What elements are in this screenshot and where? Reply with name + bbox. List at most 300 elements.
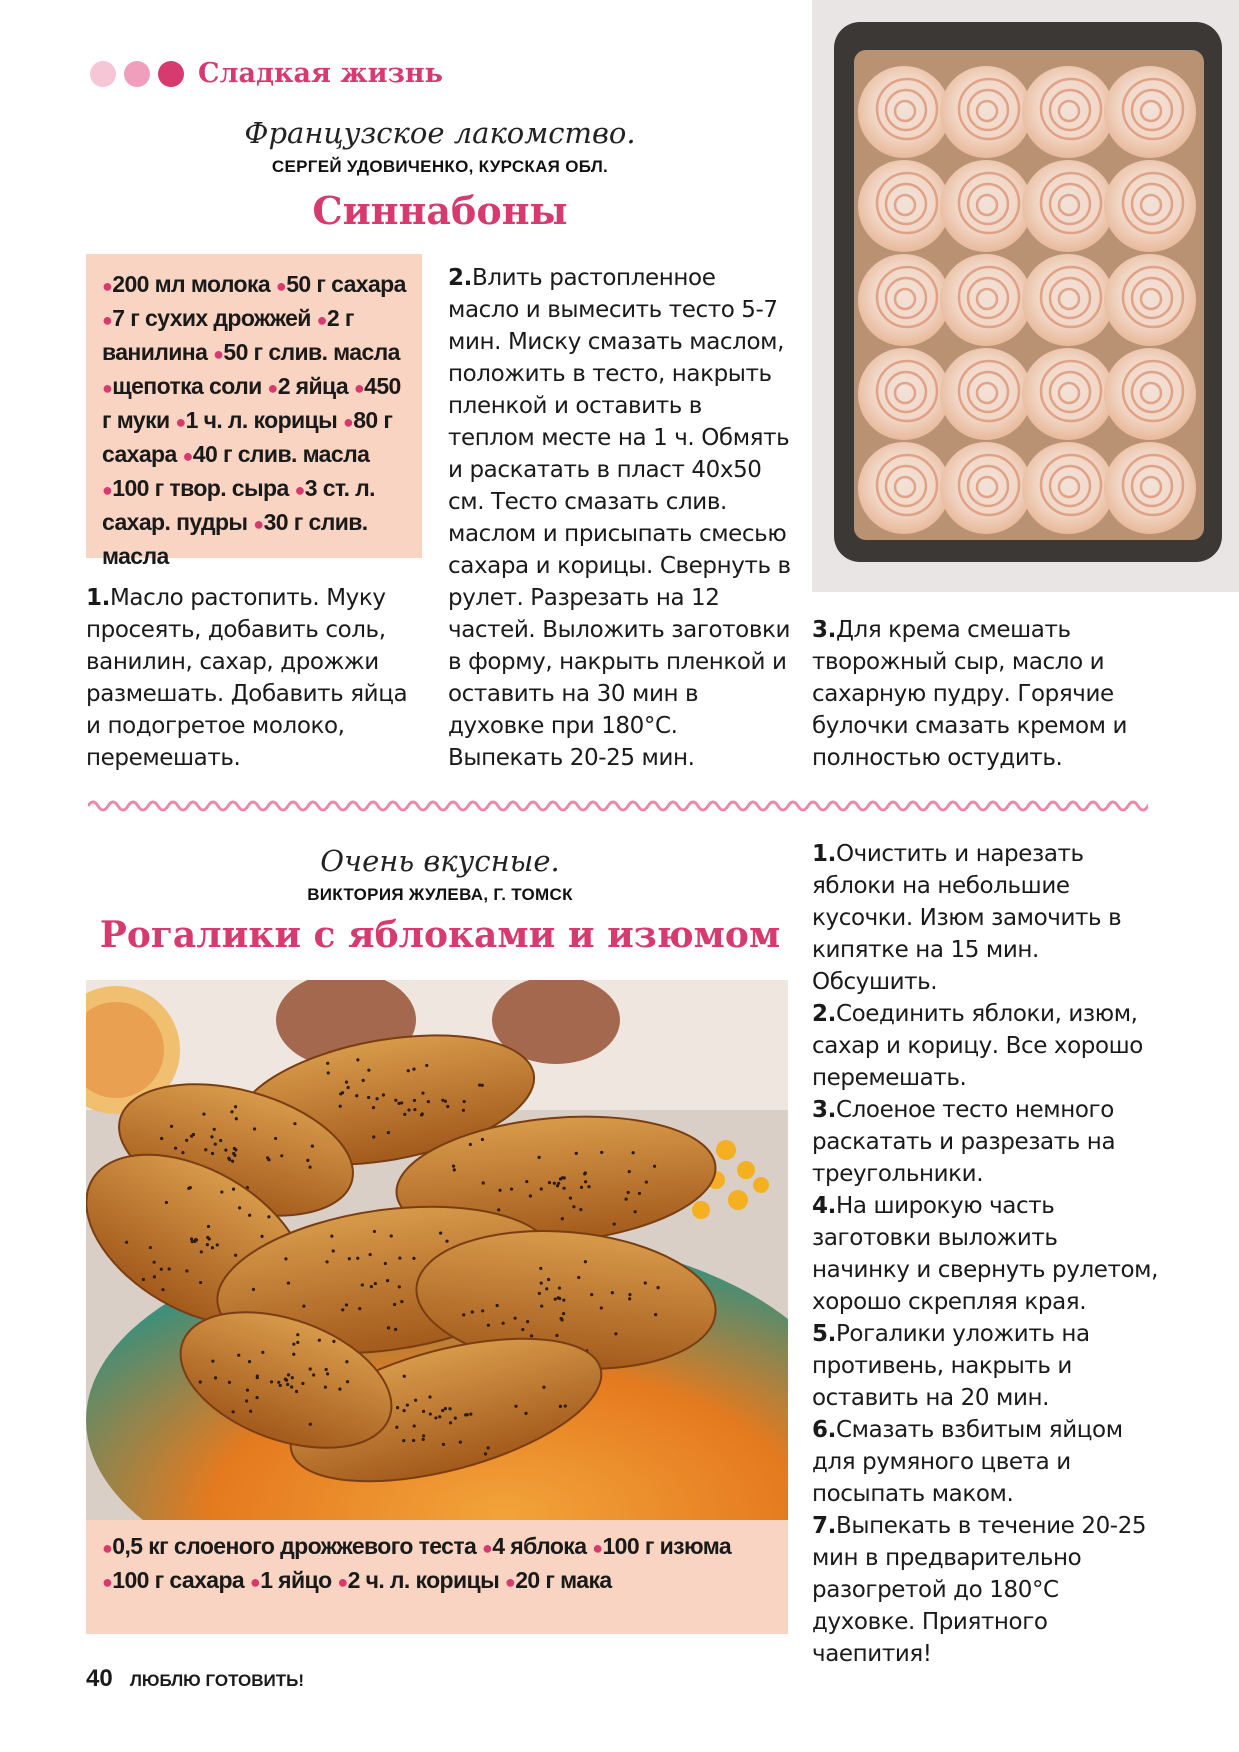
- poppy-seed: [326, 1372, 329, 1375]
- poppy-seed: [211, 1359, 214, 1362]
- poppy-seed: [228, 1381, 231, 1384]
- magazine-name: ЛЮБЛЮ ГОТОВИТЬ!: [130, 1671, 305, 1690]
- page-number: 40: [86, 1665, 113, 1692]
- poppy-seed: [248, 1214, 251, 1217]
- poppy-seed: [625, 1198, 628, 1201]
- poppy-seed: [530, 1334, 533, 1337]
- poppy-seed: [233, 1147, 236, 1150]
- ingredient-item: 4 яблока: [492, 1533, 593, 1559]
- poppy-seed: [373, 1230, 376, 1233]
- poppy-seed: [397, 1102, 400, 1105]
- step-text: Выпекать в течение 20-25 мин в предварительно разогретой до 180°С духовке. Приятного чаепития!: [812, 1513, 1147, 1667]
- poppy-seed: [628, 1170, 631, 1173]
- poppy-seed: [394, 1328, 397, 1331]
- section-title: Сладкая жизнь: [198, 58, 443, 89]
- poppy-seed: [514, 1405, 517, 1408]
- poppy-seed: [553, 1182, 556, 1185]
- poppy-seed: [204, 1148, 207, 1151]
- poppy-seed: [207, 1225, 210, 1228]
- poppy-seed: [327, 1071, 330, 1074]
- poppy-seed: [600, 1306, 603, 1309]
- recipe1-ingredient-list: [102, 271, 406, 569]
- poppy-seed: [189, 1186, 192, 1189]
- poppy-seed: [439, 1231, 442, 1234]
- poppy-seed: [469, 1413, 472, 1416]
- recipe2-step-6: [812, 1414, 1160, 1510]
- poppy-seed: [524, 1412, 527, 1415]
- poppy-seed: [295, 1390, 298, 1393]
- bullet-icon: ●: [342, 412, 354, 432]
- poppy-seed: [149, 1246, 152, 1249]
- poppy-seed: [345, 1360, 348, 1363]
- poppy-seed: [235, 1117, 238, 1120]
- bullet-icon: ●: [102, 1572, 113, 1592]
- recipe2-step-3: [812, 1094, 1160, 1190]
- poppy-seed: [644, 1281, 647, 1284]
- poppy-seed: [287, 1281, 290, 1284]
- poppy-seed: [216, 1243, 219, 1246]
- poppy-seed: [580, 1186, 583, 1189]
- ingredient-item: 2 яйца: [277, 373, 354, 399]
- recipe1-title: Синнабоны: [312, 188, 568, 233]
- poppy-seed: [611, 1291, 614, 1294]
- poppy-seed: [434, 1416, 437, 1419]
- recipe2-title: Рогалики с яблоками и изюмом: [99, 914, 781, 956]
- poppy-seed: [441, 1409, 444, 1412]
- poppy-seed: [584, 1260, 587, 1263]
- poppy-seed: [361, 1283, 364, 1286]
- poppy-seed: [498, 1189, 501, 1192]
- poppy-seed: [211, 1152, 214, 1155]
- poppy-seed: [560, 1318, 563, 1321]
- poppy-seed: [400, 1300, 403, 1303]
- poppy-seed: [575, 1152, 578, 1155]
- poppy-seed: [232, 1188, 235, 1191]
- poppy-seed: [453, 1168, 456, 1171]
- bullet-icon: ●: [275, 276, 287, 296]
- poppy-seed: [237, 1354, 240, 1357]
- step-text: Соединить яблоки, изюм, сахар и корицу. Все хорошо перемешать.: [812, 1001, 1143, 1091]
- bullet-icon: ●: [353, 378, 365, 398]
- step-number: 3.: [812, 617, 836, 643]
- poppy-seed: [345, 1081, 348, 1084]
- poppy-seed: [284, 1257, 287, 1260]
- poppy-seed: [422, 1438, 425, 1441]
- bullet-icon: ●: [267, 378, 278, 398]
- poppy-seed: [428, 1395, 431, 1398]
- bullet-icon: ●: [253, 514, 264, 534]
- poppy-seed: [369, 1253, 372, 1256]
- cinnamon-rolls-image: [812, 0, 1239, 592]
- poppy-seed: [403, 1375, 406, 1378]
- poppy-seed: [355, 1094, 358, 1097]
- step-text: Очистить и нарезать яблоки на небольшие кусочки. Изюм замочить в кипятке на 15 мин. Обсушить.: [812, 841, 1122, 995]
- poppy-seed: [407, 1108, 410, 1111]
- poppy-seed: [481, 1309, 484, 1312]
- poppy-seed: [290, 1385, 293, 1388]
- poppy-seed: [438, 1415, 441, 1418]
- bullet-icon: ●: [102, 310, 113, 330]
- poppy-seed: [386, 1279, 389, 1282]
- poppy-seed: [232, 1410, 235, 1413]
- poppy-seed: [248, 1360, 251, 1363]
- poppy-seed: [526, 1320, 529, 1323]
- poppy-seed: [211, 1246, 214, 1249]
- poppy-seed: [514, 1317, 517, 1320]
- step-text: Рогалики уложить на противень, накрыть и оставить на 20 мин.: [812, 1321, 1090, 1411]
- poppy-seed: [413, 1108, 416, 1111]
- poppy-seed: [614, 1332, 617, 1335]
- poppy-seed: [555, 1334, 558, 1337]
- poppy-seed: [325, 1260, 328, 1263]
- poppy-seed: [540, 1187, 543, 1190]
- poppy-seed: [653, 1165, 656, 1168]
- poppy-seed: [448, 1407, 451, 1410]
- croissants-image: [86, 980, 788, 1520]
- poppy-seed: [358, 1307, 361, 1310]
- poppy-seed: [654, 1313, 657, 1316]
- poppy-seed: [482, 1181, 485, 1184]
- poppy-seed: [367, 1096, 370, 1099]
- poppy-seed: [292, 1353, 295, 1356]
- poppy-seed: [521, 1328, 524, 1331]
- ingredient-item: 100 г твор. сыра: [112, 475, 295, 501]
- poppy-seed: [413, 1099, 416, 1102]
- poppy-seed: [628, 1297, 631, 1300]
- poppy-seed: [277, 1381, 280, 1384]
- poppy-seed: [261, 1351, 264, 1354]
- poppy-seed: [563, 1176, 566, 1179]
- poppy-seed: [412, 1068, 415, 1071]
- poppy-seed: [548, 1181, 551, 1184]
- poppy-seed: [301, 1382, 304, 1385]
- ingredient-item: 40 г слив. масла: [192, 441, 370, 467]
- step-number: 1.: [812, 841, 836, 867]
- poppy-seed: [372, 1135, 375, 1138]
- ingredient-item: 100 г изюма: [602, 1533, 732, 1559]
- ingredient-item: 2 ч. л. корицы: [347, 1567, 505, 1593]
- recipe1-kicker: Французское лакомство.: [244, 116, 636, 150]
- poppy-seed: [540, 1304, 543, 1307]
- poppy-seed: [370, 1285, 373, 1288]
- poppy-seed: [559, 1405, 562, 1408]
- poppy-seed: [231, 1160, 234, 1163]
- poppy-seed: [219, 1139, 222, 1142]
- poppy-seed: [561, 1217, 564, 1220]
- poppy-seed: [542, 1386, 545, 1389]
- bullet-icon: ●: [482, 1538, 493, 1558]
- bullet-icon: ●: [316, 310, 327, 330]
- poppy-seed: [220, 1190, 223, 1193]
- poppy-seed: [627, 1191, 630, 1194]
- poppy-seed: [185, 1139, 188, 1142]
- ingredient-item: 30 г слив. масла: [102, 509, 368, 569]
- poppy-seed: [347, 1086, 350, 1089]
- poppy-seed: [238, 1206, 241, 1209]
- poppy-seed: [312, 1373, 315, 1376]
- bullet-icon: ●: [337, 1572, 348, 1592]
- poppy-seed: [445, 1240, 448, 1243]
- poppy-seed: [469, 1143, 472, 1146]
- poppy-seed: [233, 1154, 236, 1157]
- poppy-seed: [161, 1288, 164, 1291]
- ingredient-item: 0,5 кг слоеного дрожжевого теста: [112, 1533, 483, 1559]
- recipe2-kicker: Очень вкусные.: [320, 844, 560, 878]
- poppy-seed: [270, 1380, 273, 1383]
- poppy-seed: [554, 1297, 557, 1300]
- step-number: 2.: [448, 265, 472, 291]
- poppy-seed: [481, 1084, 484, 1087]
- poppy-seed: [125, 1241, 128, 1244]
- poppy-seed: [324, 1386, 327, 1389]
- poppy-seed: [481, 1138, 484, 1141]
- poppy-seed: [562, 1299, 565, 1302]
- poppy-seed: [545, 1287, 548, 1290]
- ingredient-item: 50 г сахара: [286, 271, 406, 297]
- poppy-seed: [403, 1113, 406, 1116]
- ingredient-item: 100 г сахара: [112, 1567, 250, 1593]
- section-dot-3: [158, 61, 184, 87]
- poppy-seed: [142, 1278, 145, 1281]
- poppy-seed: [195, 1238, 198, 1241]
- poppy-seed: [496, 1304, 499, 1307]
- poppy-seed: [462, 1313, 465, 1316]
- step-number: 3.: [812, 1097, 836, 1123]
- poppy-seed: [267, 1215, 270, 1218]
- poppy-seed: [325, 1368, 328, 1371]
- poppy-seed: [311, 1144, 314, 1147]
- bullet-icon: ●: [249, 1572, 261, 1592]
- poppy-seed: [174, 1147, 177, 1150]
- poppy-seed: [230, 1110, 233, 1113]
- poppy-seed: [584, 1171, 587, 1174]
- step-number: 7.: [812, 1513, 836, 1539]
- poppy-seed: [464, 1413, 467, 1416]
- poppy-seed: [234, 1105, 237, 1108]
- poppy-seed: [402, 1439, 405, 1442]
- poppy-seed: [645, 1180, 648, 1183]
- bullet-icon: ●: [592, 1538, 603, 1558]
- step-number: 4.: [812, 1193, 836, 1219]
- poppy-seed: [190, 1134, 193, 1137]
- recipe2-steps: [812, 838, 1160, 1670]
- poppy-seed: [382, 1093, 385, 1096]
- poppy-seed: [308, 1166, 311, 1169]
- poppy-seed: [296, 1333, 299, 1336]
- poppy-seed: [284, 1378, 287, 1381]
- ingredient-item: 1 ч. л. корицы: [185, 407, 343, 433]
- poppy-seed: [202, 1113, 205, 1116]
- poppy-seed: [309, 1423, 312, 1426]
- poppy-seed: [252, 1288, 255, 1291]
- poppy-seed: [206, 1243, 209, 1246]
- recipe2-step-2: [812, 998, 1160, 1094]
- poppy-seed: [318, 1339, 321, 1342]
- poppy-seed: [153, 1261, 156, 1264]
- poppy-seed: [398, 1257, 401, 1260]
- poppy-seed: [463, 1100, 466, 1103]
- step-number: 6.: [812, 1417, 836, 1443]
- poppy-seed: [345, 1303, 348, 1306]
- poppy-seed: [558, 1297, 561, 1300]
- poppy-seed: [613, 1222, 616, 1225]
- recipe1-step-1: [86, 582, 426, 774]
- recipe2-step-7: [812, 1510, 1160, 1670]
- poppy-seed: [407, 1069, 410, 1072]
- poppy-seed: [286, 1383, 289, 1386]
- section-dots: [90, 58, 184, 90]
- step-text: Смазать взбитым яйцом для румяного цвета и посыпать маком.: [812, 1417, 1123, 1507]
- poppy-seed: [412, 1439, 415, 1442]
- poppy-seed: [279, 1384, 282, 1387]
- step-number: 2.: [812, 1001, 836, 1027]
- poppy-seed: [395, 1426, 398, 1429]
- poppy-seed: [449, 1421, 452, 1424]
- poppy-seed: [484, 1452, 487, 1455]
- poppy-seed: [199, 1380, 202, 1383]
- poppy-seed: [540, 1281, 543, 1284]
- poppy-seed: [362, 1079, 365, 1082]
- poppy-seed: [422, 1410, 425, 1413]
- step-text: Масло растопить. Муку просеять, добавить соль, ванилин, сахар, дрожжи размешать. Добавить яйца и подогретое молоко, перемешать.: [86, 585, 408, 771]
- poppy-seed: [330, 1235, 333, 1238]
- section-dot-1: [90, 61, 116, 87]
- poppy-seed: [153, 1275, 156, 1278]
- poppy-seed: [562, 1187, 565, 1190]
- poppy-seed: [224, 1148, 227, 1151]
- poppy-seed: [572, 1205, 575, 1208]
- poppy-seed: [160, 1268, 163, 1271]
- poppy-seed: [429, 1412, 432, 1415]
- poppy-seed: [452, 1164, 455, 1167]
- poppy-seed: [387, 1131, 390, 1134]
- bullet-icon: ●: [182, 446, 193, 466]
- poppy-seed: [394, 1099, 397, 1102]
- poppy-seed: [471, 1310, 474, 1313]
- poppy-seed: [210, 1135, 213, 1138]
- recipe1-author: СЕРГЕЙ УДОВИЧЕНКО, КУРСКАЯ ОБЛ.: [271, 157, 609, 176]
- poppy-seed: [214, 1143, 217, 1146]
- poppy-seed: [332, 1340, 335, 1343]
- poppy-seed: [446, 1105, 449, 1108]
- recipe2-author: ВИКТОРИЯ ЖУЛЕВА, Г. ТОМСК: [307, 885, 573, 904]
- poppy-seed: [600, 1151, 603, 1154]
- poppy-seed: [422, 1434, 425, 1437]
- poppy-seed: [160, 1137, 163, 1140]
- poppy-seed: [280, 1154, 283, 1157]
- step-text: На широкую часть заготовки выложить начинку и свернуть рулетом, хорошо скрепляя края.: [812, 1193, 1159, 1315]
- recipe2-step-1: [812, 838, 1160, 998]
- ingredient-item: 450 г муки: [102, 373, 401, 433]
- poppy-seed: [638, 1192, 641, 1195]
- poppy-seed: [547, 1278, 550, 1281]
- ingredient-item: 20 г мака: [515, 1567, 612, 1593]
- poppy-seed: [356, 1257, 359, 1260]
- poppy-seed: [234, 1254, 237, 1257]
- poppy-seed: [387, 1326, 390, 1329]
- poppy-seed: [577, 1276, 580, 1279]
- ingredient-item: 2 г ванилина: [102, 305, 354, 365]
- section-dot-2: [124, 61, 150, 87]
- poppy-seed: [421, 1092, 424, 1095]
- poppy-seed: [657, 1286, 660, 1289]
- poppy-seed: [326, 1062, 329, 1065]
- poppy-seed: [393, 1303, 396, 1306]
- poppy-seed: [339, 1092, 342, 1095]
- poppy-seed: [398, 1285, 401, 1288]
- poppy-seed: [291, 1376, 294, 1379]
- poppy-seed: [569, 1196, 572, 1199]
- poppy-seed: [267, 1158, 270, 1161]
- step-text: Для крема смешать творожный сыр, масло и сахарную пудру. Горячие булочки смазать кремом и полностью остудить.: [812, 617, 1128, 771]
- poppy-seed: [256, 1374, 259, 1377]
- poppy-seed: [384, 1262, 387, 1265]
- recipe1-step-3: [812, 614, 1158, 774]
- step-text: Влить растопленное масло и вымесить тесто 5-7 мин. Миску смазать маслом, положить в тесто, накрыть пленкой и оставить в теплом месте на 1 ч. Обмять и раскатать в пласт 40х50 см. Тесто смазать слив. маслом и присыпать смесью сахара и корицы. Свернуть в рулет. Разрезать на 12 частей. Выложить заготовки в форму, накрыть пленкой и оставить на 30 мин в духовке при 180°С. Выпекать 20-25 мин.: [448, 265, 791, 771]
- poppy-seed: [249, 1410, 252, 1413]
- poppy-seed: [165, 1201, 168, 1204]
- poppy-seed: [356, 1058, 359, 1061]
- wavy-divider: [88, 796, 1148, 816]
- bullet-icon: ●: [504, 1572, 516, 1592]
- poppy-seed: [396, 1406, 399, 1409]
- ingredient-item: 80 г сахара: [102, 407, 393, 467]
- poppy-seed: [274, 1137, 277, 1140]
- poppy-seed: [442, 1443, 445, 1446]
- poppy-seed: [206, 1236, 209, 1239]
- poppy-seed: [590, 1293, 593, 1296]
- poppy-seed: [403, 1409, 406, 1412]
- poppy-seed: [634, 1210, 637, 1213]
- poppy-seed: [309, 1367, 312, 1370]
- recipe2-ingredients: [86, 1520, 788, 1634]
- poppy-seed: [338, 1388, 341, 1391]
- poppy-seed: [367, 1069, 370, 1072]
- poppy-seed: [557, 1182, 560, 1185]
- poppy-seed: [199, 1281, 202, 1284]
- poppy-seed: [628, 1293, 631, 1296]
- poppy-seed: [487, 1446, 490, 1449]
- bullet-icon: ●: [102, 480, 113, 500]
- step-number: 5.: [812, 1321, 836, 1347]
- poppy-seed: [510, 1187, 513, 1190]
- ingredient-item: щепотка соли: [112, 373, 268, 399]
- bullet-icon: ●: [102, 378, 113, 398]
- poppy-seed: [214, 1376, 217, 1379]
- poppy-seed: [420, 1113, 423, 1116]
- recipe2-step-5: [812, 1318, 1160, 1414]
- ingredient-item: 7 г сухих дрожжей: [112, 305, 317, 331]
- poppy-seed: [260, 1235, 263, 1238]
- recipe2-step-4: [812, 1190, 1160, 1318]
- bullet-icon: ●: [213, 344, 224, 364]
- cinnamon-rolls-photo: [812, 0, 1239, 592]
- poppy-seed: [562, 1312, 565, 1315]
- poppy-seed: [253, 1127, 256, 1130]
- poppy-seed: [390, 1234, 393, 1237]
- poppy-seed: [406, 1404, 409, 1407]
- poppy-seed: [200, 1250, 203, 1253]
- poppy-seed: [372, 1106, 375, 1109]
- poppy-seed: [228, 1158, 231, 1161]
- poppy-seed: [497, 1208, 500, 1211]
- poppy-seed: [414, 1399, 417, 1402]
- croissants-photo: [86, 980, 788, 1520]
- poppy-seed: [348, 1257, 351, 1260]
- poppy-seed: [246, 1388, 249, 1391]
- bullet-icon: ●: [102, 1538, 113, 1558]
- poppy-seed: [245, 1399, 248, 1402]
